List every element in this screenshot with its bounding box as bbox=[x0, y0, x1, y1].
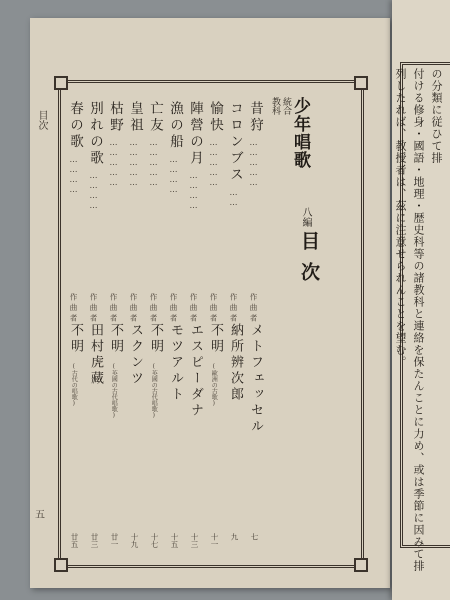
composer-name: 不明 bbox=[68, 323, 83, 355]
song-title: 別れの歌 bbox=[87, 101, 103, 167]
toc-heading: 目次 bbox=[298, 231, 320, 293]
song-title: コロンブス bbox=[227, 101, 243, 184]
song-title: 愉快 bbox=[207, 101, 223, 134]
song-title: 漁の船 bbox=[167, 101, 183, 151]
border-corner bbox=[54, 558, 68, 572]
facing-text-col3: 列したれば、教授者は、茲に注意せられんことを望む。 bbox=[394, 68, 407, 368]
leader-dots: ………… bbox=[169, 154, 178, 195]
facing-text-col1: の分類に従ひて排 bbox=[430, 68, 443, 164]
facing-text-col2: 付ける修身・國語・地理・歴史科等の諸教科と連絡を保たんことに力め、或は季節に因みて排 bbox=[412, 68, 425, 572]
page-number: 九 bbox=[230, 533, 239, 541]
composer-note: (英國の古代唱歌) bbox=[150, 363, 158, 419]
composer-name: 不明 bbox=[208, 323, 223, 355]
page-number: 七 bbox=[250, 533, 259, 541]
composer-name: メトフェッセル bbox=[248, 323, 263, 435]
composer-note: (歐洲の古歌) bbox=[210, 363, 218, 407]
leader-dots: …………… bbox=[109, 138, 118, 188]
composer-role-label: 作曲者 bbox=[169, 293, 178, 325]
page-number: 廿一 bbox=[110, 533, 119, 548]
toc-entry bbox=[84, 101, 102, 556]
page-number: 十一 bbox=[210, 533, 219, 548]
leader-dots: …………… bbox=[249, 138, 258, 188]
composer-name: 田村虎藏 bbox=[88, 323, 103, 387]
leader-dots: ………… bbox=[69, 154, 78, 195]
toc-entry bbox=[184, 101, 202, 556]
page-number: 廿五 bbox=[70, 533, 79, 548]
leader-dots: …………… bbox=[209, 138, 218, 188]
toc-entry bbox=[164, 101, 182, 556]
leader-dots: …………… bbox=[149, 138, 158, 188]
toc-entry bbox=[224, 101, 242, 556]
toc-page bbox=[30, 18, 390, 588]
toc-entry bbox=[204, 101, 222, 556]
page-number: 廿三 bbox=[90, 533, 99, 548]
song-title: 亡友 bbox=[147, 101, 163, 134]
border-corner bbox=[354, 76, 368, 90]
song-title: 皇祖 bbox=[127, 101, 143, 134]
decorative-border bbox=[58, 80, 364, 568]
composer-name: 納所辨次郎 bbox=[228, 323, 243, 403]
composer-note: (英國の古代唱歌) bbox=[110, 363, 118, 419]
leader-dots: ………… bbox=[89, 171, 98, 211]
song-title: 昔狩 bbox=[247, 101, 263, 134]
page-number: 十七 bbox=[150, 533, 159, 548]
composer-name: モツアルト bbox=[168, 323, 183, 403]
song-title: 陣營の月 bbox=[187, 101, 203, 167]
composer-note: (古代の唱歌) bbox=[70, 363, 78, 407]
toc-entry bbox=[244, 101, 262, 556]
leader-dots: …… bbox=[229, 187, 238, 208]
page-number: 十九 bbox=[130, 533, 139, 548]
toc-entry bbox=[64, 101, 82, 556]
composer-role-label: 作曲者 bbox=[69, 293, 78, 325]
composer-role-label: 作曲者 bbox=[149, 293, 158, 325]
composer-role-label: 作曲者 bbox=[89, 293, 98, 325]
border-corner bbox=[54, 76, 68, 90]
composer-role-label: 作曲者 bbox=[209, 293, 218, 325]
composer-role-label: 作曲者 bbox=[189, 293, 198, 325]
composer-name: 不明 bbox=[148, 323, 163, 355]
composer-name: 不明 bbox=[108, 323, 123, 355]
composer-role-label: 作曲者 bbox=[249, 293, 258, 325]
song-title: 枯野 bbox=[107, 101, 123, 134]
toc-entry bbox=[144, 101, 162, 556]
series-label-tougou: 統合 bbox=[281, 97, 291, 115]
facing-page-edge bbox=[392, 0, 450, 600]
composer-role-label: 作曲者 bbox=[109, 293, 118, 325]
toc-entry bbox=[124, 101, 142, 556]
composer-name: スクンツ bbox=[128, 323, 143, 387]
margin-mokuji-mark: 目次 bbox=[36, 110, 47, 130]
border-corner bbox=[354, 558, 368, 572]
song-title: 春の歌 bbox=[67, 101, 83, 151]
page-number: 十五 bbox=[170, 533, 179, 548]
edition-label: 八編 bbox=[300, 207, 311, 227]
margin-page-number: 五 bbox=[35, 510, 45, 521]
leader-dots: …………… bbox=[129, 138, 138, 188]
composer-role-label: 作曲者 bbox=[229, 293, 238, 325]
series-label-kyouka: 教科 bbox=[270, 97, 280, 115]
composer-name: エスピーダナ bbox=[188, 323, 203, 419]
page-number: 十三 bbox=[190, 533, 199, 548]
leader-dots: ………… bbox=[189, 171, 198, 211]
book-title: 少年唱歌 bbox=[290, 97, 310, 169]
toc-entry bbox=[104, 101, 122, 556]
composer-role-label: 作曲者 bbox=[129, 293, 138, 325]
